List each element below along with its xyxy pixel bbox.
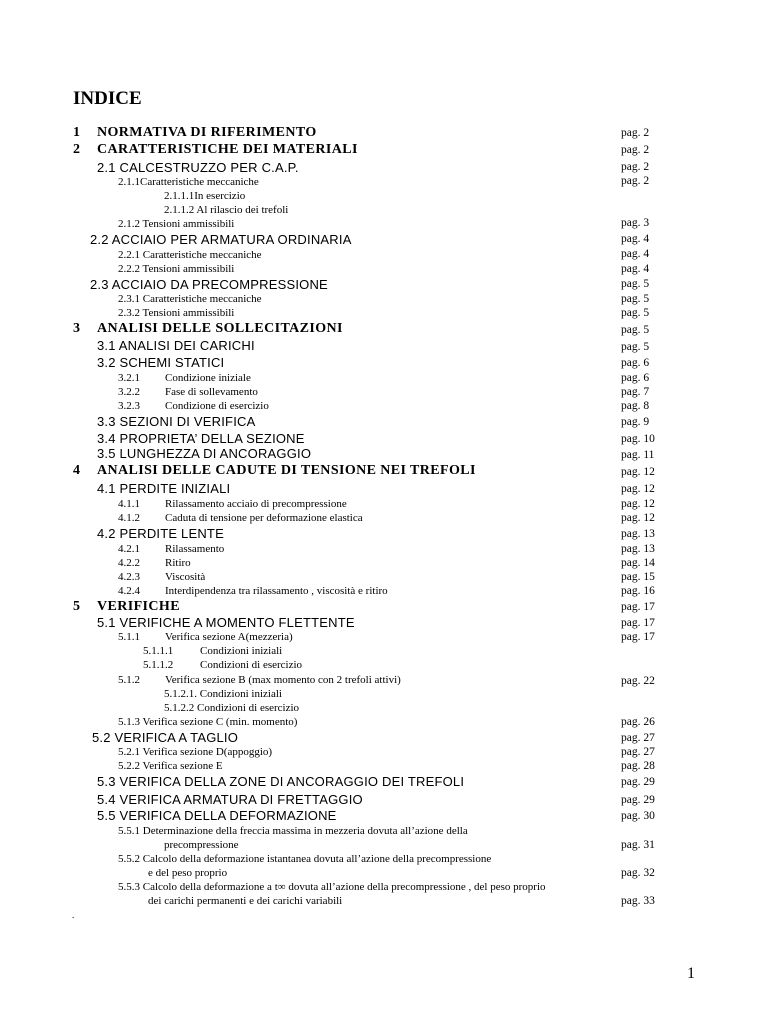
toc-entry-number: 4.2.2: [118, 557, 140, 569]
toc-entry-label: Interdipendenza tra rilassamento , viscosità e ritiro: [165, 585, 388, 597]
toc-entry-number: 3: [73, 321, 80, 336]
toc-page-ref: pag. 12: [621, 483, 655, 495]
toc-entry-4-1: 4.1 PERDITE INIZIALI: [97, 481, 231, 496]
toc-entry-label: Verifica sezione A(mezzeria): [165, 631, 293, 643]
toc-page-ref: pag. 6: [621, 372, 650, 384]
toc-entry-label: Condizione iniziale: [165, 372, 251, 384]
toc-entry-5-3: 5.3 VERIFICA DELLA ZONE DI ANCORAGGIO DEI TREFOLI: [97, 774, 465, 789]
toc-entry-2-2-1: 2.2.1 Caratteristiche meccaniche: [118, 249, 262, 261]
toc-entry-number: 3.2.3: [118, 400, 140, 412]
toc-page-ref: pag. 9: [621, 416, 650, 428]
toc-entry-5-2: 5.2 VERIFICA A TAGLIO: [92, 730, 239, 745]
toc-entry-4-1-2: [118, 512, 363, 524]
toc-page-ref: pag. 2: [621, 175, 650, 187]
toc-entry-5-1-2-1: 5.1.2.1. Condizioni iniziali: [164, 688, 282, 700]
toc-entry-number: 3.2.2: [118, 386, 140, 398]
toc-entry-2-3: 2.3 ACCIAIO DA PRECOMPRESSIONE: [90, 277, 328, 292]
toc-entry-number: 5: [73, 599, 80, 614]
toc-page-ref: pag. 5: [621, 341, 650, 353]
toc-entry-number: 4: [73, 463, 80, 478]
toc-entry-3-2-1: [118, 372, 251, 384]
toc-entry-5-1-3: 5.1.3 Verifica sezione C (min. momento): [118, 716, 298, 728]
toc-entry-2-3-2: 2.3.2 Tensioni ammissibili: [118, 307, 235, 319]
toc-entry-number: 4.1.1: [118, 498, 140, 510]
toc-entry-number: 5.1.1.1: [143, 645, 174, 657]
toc-entry-5-5-1-cont: precompressione: [164, 839, 239, 851]
toc-entry-3-2-3: [118, 400, 269, 412]
toc-entry-label: Ritiro: [165, 557, 191, 569]
toc-entry-number: 3.2.1: [118, 372, 140, 384]
toc-entry-4-2-3: [118, 571, 206, 583]
toc-page-ref: pag. 33: [621, 895, 655, 907]
toc-entry-2-1-1: 2.1.1Caratteristiche meccaniche: [118, 176, 259, 188]
toc-entry-label: Rilassamento acciaio di precompressione: [165, 498, 347, 510]
toc-entry-5-1: 5.1 VERIFICHE A MOMENTO FLETTENTE: [97, 615, 355, 630]
toc-page-ref: pag. 26: [621, 716, 655, 728]
toc-entry-2: [73, 142, 358, 157]
toc-entry-label: Verifica sezione B (max momento con 2 trefoli attivi): [165, 674, 401, 686]
toc-entry-4-2-1: [118, 543, 225, 555]
page-number: 1: [687, 965, 695, 982]
toc-entry-3-2-2: [118, 386, 258, 398]
toc-page-ref: pag. 16: [621, 585, 655, 597]
toc-entry-label: VERIFICHE: [97, 599, 180, 614]
toc-entry-3: [73, 321, 343, 336]
toc-entry-label: Caduta di tensione per deformazione elastica: [165, 512, 363, 524]
toc-entry-4-2-4: [118, 585, 388, 597]
toc-entry-number: 4.2.4: [118, 585, 140, 597]
toc-entry-number: 2: [73, 142, 80, 157]
toc-entry-5-5-1: 5.5.1 Determinazione della freccia massima in mezzeria dovuta all’azione della: [118, 825, 468, 837]
toc-page-ref: pag. 11: [621, 449, 655, 461]
toc-page-ref: pag. 29: [621, 794, 655, 806]
toc-page-ref: pag. 28: [621, 760, 655, 772]
toc-entry-label: Condizioni iniziali: [200, 645, 283, 657]
toc-page-ref: pag. 12: [621, 466, 655, 478]
toc-entry-2-1-1-1: 2.1.1.1In esercizio: [164, 190, 246, 202]
toc-entry-label: ANALISI DELLE CADUTE DI TENSIONE NEI TREFOLI: [97, 463, 476, 478]
toc-entry-label: Rilassamento: [165, 543, 225, 555]
toc-entry-number: 5.1.1.2: [143, 659, 174, 671]
toc-page-ref: pag. 29: [621, 776, 655, 788]
toc-page-ref: pag. 5: [621, 324, 650, 336]
toc-entry-4: [73, 463, 476, 478]
toc-entry-5-2-2: 5.2.2 Verifica sezione E: [118, 760, 223, 772]
toc-entry-5-5-2: 5.5.2 Calcolo della deformazione istantanea dovuta all’azione della precompressione: [118, 853, 492, 865]
toc-entry-number: 4.2.3: [118, 571, 140, 583]
toc-page-ref: pag. 22: [621, 675, 655, 687]
toc-entry-label: Condizione di esercizio: [165, 400, 269, 412]
toc-entry-5-5-3-cont: dei carichi permanenti e dei carichi variabili: [148, 895, 343, 907]
toc-entry-number: 1: [73, 125, 80, 140]
toc-page-ref: pag. 4: [621, 233, 650, 245]
toc-entry-2-1: 2.1 CALCESTRUZZO PER C.A.P.: [97, 160, 299, 175]
toc-entry-5-4: 5.4 VERIFICA ARMATURA DI FRETTAGGIO: [97, 792, 363, 807]
toc-entry-label: CARATTERISTICHE DEI MATERIALI: [97, 142, 358, 157]
toc-entry-2-2: 2.2 ACCIAIO PER ARMATURA ORDINARIA: [90, 232, 352, 247]
toc-entry-label: ANALISI DELLE SOLLECITAZIONI: [97, 321, 343, 336]
toc-page-ref: pag. 17: [621, 601, 655, 613]
toc-page-ref: pag. 31: [621, 839, 655, 851]
toc-page-ref: pag. 17: [621, 631, 655, 643]
toc-page-ref: pag. 15: [621, 571, 655, 583]
toc-page-ref: pag. 27: [621, 746, 655, 758]
toc-page-ref: pag. 5: [621, 278, 650, 290]
toc-page-ref: pag. 13: [621, 528, 655, 540]
toc-entry-5-1-2-2: 5.1.2.2 Condizioni di esercizio: [164, 702, 300, 714]
toc-entry-4-1-1: [118, 498, 347, 510]
toc-page-ref: pag. 17: [621, 617, 655, 629]
toc-entry-label: Viscosità: [165, 571, 206, 583]
toc-page-ref: pag. 27: [621, 732, 655, 744]
toc-entry-2-1-2: 2.1.2 Tensioni ammissibili: [118, 218, 235, 230]
toc-page-ref: pag. 5: [621, 293, 650, 305]
footer-mark: .: [72, 910, 75, 920]
toc-entry-label: Condizioni di esercizio: [200, 659, 303, 671]
toc-page-ref: pag. 10: [621, 433, 655, 445]
toc-page-ref: pag. 12: [621, 498, 655, 510]
toc-page-ref: pag. 30: [621, 810, 655, 822]
toc-page-ref: pag. 2: [621, 144, 650, 156]
toc-page-ref: pag. 32: [621, 867, 655, 879]
toc-entry-3-2: 3.2 SCHEMI STATICI: [97, 355, 225, 370]
toc-entry-number: 5.1.2: [118, 674, 140, 686]
toc-entry-3-3: 3.3 SEZIONI DI VERIFICA: [97, 414, 256, 429]
toc-page-ref: pag. 3: [621, 217, 650, 229]
toc-entry-5: [73, 599, 180, 614]
toc-entry-2-1-1-2: 2.1.1.2 Al rilascio dei trefoli: [164, 204, 289, 216]
toc-page-ref: pag. 2: [621, 161, 650, 173]
toc-entry-3-4: 3.4 PROPRIETA’ DELLA SEZIONE: [97, 431, 305, 446]
page-title: INDICE: [73, 88, 142, 109]
toc-entry-label: NORMATIVA DI RIFERIMENTO: [97, 125, 317, 140]
toc-entry-1: [73, 125, 317, 140]
toc-entry-3-5: 3.5 LUNGHEZZA DI ANCORAGGIO: [97, 446, 312, 461]
toc-page-ref: pag. 7: [621, 386, 650, 398]
toc-entry-number: 4.1.2: [118, 512, 140, 524]
toc-page-ref: pag. 5: [621, 307, 650, 319]
toc-page-ref: pag. 12: [621, 512, 655, 524]
toc-entry-label: Fase di sollevamento: [165, 386, 258, 398]
toc-entry-number: 4.2.1: [118, 543, 140, 555]
toc-entry-4-2-2: [118, 557, 191, 569]
toc-page-ref: pag. 6: [621, 357, 650, 369]
toc-entry-2-2-2: 2.2.2 Tensioni ammissibili: [118, 263, 235, 275]
toc-page-ref: pag. 4: [621, 263, 650, 275]
toc-entry-3-1: 3.1 ANALISI DEI CARICHI: [97, 338, 255, 353]
toc-page-ref: pag. 13: [621, 543, 655, 555]
toc-entry-4-2: 4.2 PERDITE LENTE: [97, 526, 224, 541]
toc-page-ref: pag. 4: [621, 248, 650, 260]
toc-entry-5-5: 5.5 VERIFICA DELLA DEFORMAZIONE: [97, 808, 337, 823]
toc-entry-2-3-1: 2.3.1 Caratteristiche meccaniche: [118, 293, 262, 305]
toc-entry-5-2-1: 5.2.1 Verifica sezione D(appoggio): [118, 746, 273, 758]
toc-entry-5-1-2: [118, 674, 401, 686]
toc-entry-5-1-1-2: [143, 659, 303, 671]
toc-entry-5-1-1: [118, 631, 293, 643]
toc-page-ref: pag. 14: [621, 557, 655, 569]
toc-entry-5-5-2-cont: e del peso proprio: [148, 867, 228, 879]
toc-page-ref: pag. 8: [621, 400, 650, 412]
toc-page-ref: pag. 2: [621, 127, 650, 139]
toc-entry-5-5-3: 5.5.3 Calcolo della deformazione a t∞ dovuta all’azione della precompressione , del peso proprio: [118, 881, 546, 893]
toc-entry-number: 5.1.1: [118, 631, 140, 643]
toc-entry-5-1-1-1: [143, 645, 283, 657]
